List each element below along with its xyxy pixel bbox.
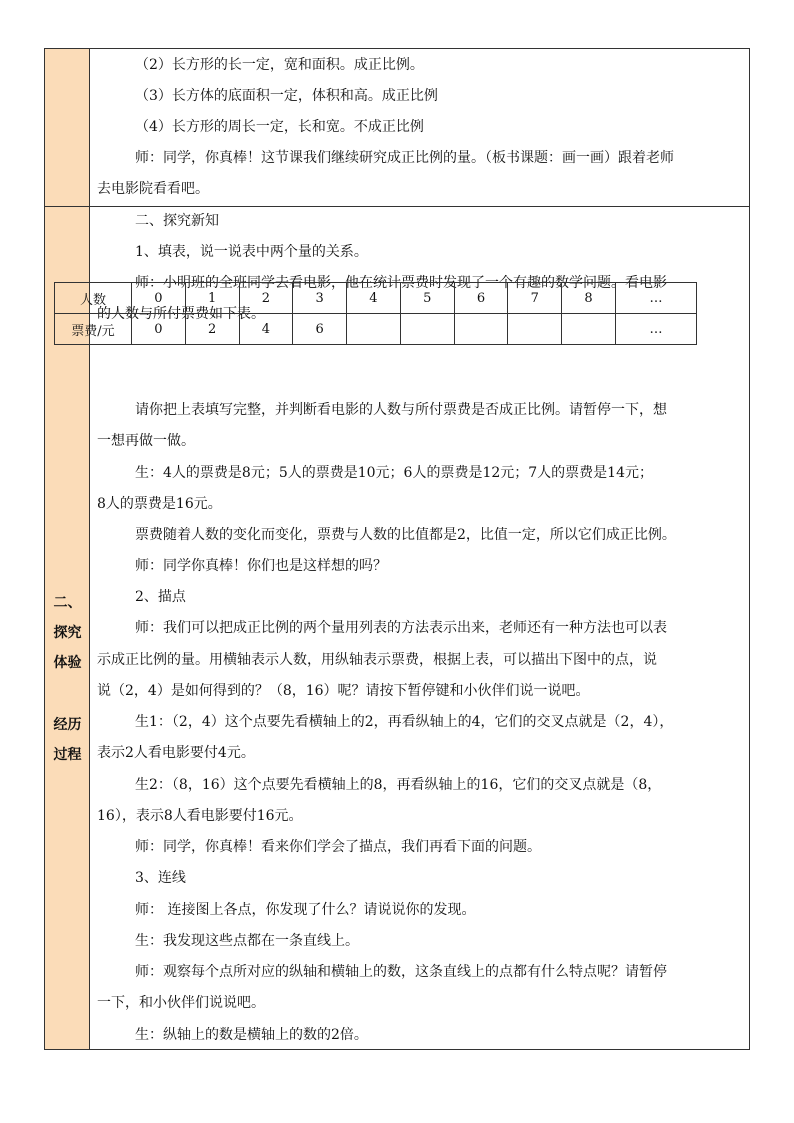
text-line: 师：同学，你真棒！这节课我们继续研究成正比例的量。（板书课题：画一画）跟着老师 bbox=[135, 150, 674, 166]
table-cell: … bbox=[615, 314, 696, 345]
table-header-cell: 人数 bbox=[55, 283, 132, 314]
table-row bbox=[55, 314, 697, 345]
table-cell: 6 bbox=[293, 314, 347, 345]
text-line: 师：我们可以把成正比例的两个量用列表的方法表示出来，老师还有一种方法也可以表 bbox=[135, 620, 667, 636]
text-line: 生：4人的票费是8元；5人的票费是10元；6人的票费是12元；7人的票费是14元； bbox=[135, 465, 653, 481]
text-line: 一想再做一做。 bbox=[97, 433, 195, 449]
text-line: 表示2人看电影要付4元。 bbox=[97, 745, 255, 761]
table-cell: 6 bbox=[454, 283, 508, 314]
table-header-cell: 票费/元 bbox=[55, 314, 132, 345]
text-line: （2）长方形的长一定，宽和面积。成正比例。 bbox=[135, 57, 424, 73]
table-cell bbox=[562, 314, 616, 345]
text-line: 师：小明班的全班同学去看电影，他在统计票费时发现了一个有趣的数学问题。看电影 bbox=[135, 275, 667, 291]
side-label-part1: 二、 bbox=[53, 595, 82, 611]
table-cell: 5 bbox=[400, 283, 454, 314]
text-line: 师：同学，你真棒！看来你们学会了描点，我们再看下面的问题。 bbox=[135, 839, 541, 855]
table-cell: 1 bbox=[185, 283, 239, 314]
table-cell bbox=[400, 314, 454, 345]
table-cell: 0 bbox=[132, 283, 186, 314]
text-line: 生1：（2，4）这个点要先看横轴上的2，再看纵轴上的4，它们的交叉点就是（2，4）， bbox=[135, 714, 674, 730]
text-line: （4）长方形的周长一定，长和宽。不成正比例 bbox=[135, 119, 424, 135]
table-cell bbox=[508, 314, 562, 345]
text-line: 生：我发现这些点都在一条直线上。 bbox=[135, 933, 359, 949]
text-line: 去电影院看看吧。 bbox=[97, 181, 209, 197]
row-divider bbox=[45, 206, 749, 207]
table-cell: 8 bbox=[562, 283, 616, 314]
table-cell bbox=[347, 314, 401, 345]
table-cell: 4 bbox=[239, 314, 293, 345]
text-line: 生：纵轴上的数是横轴上的数的2倍。 bbox=[135, 1027, 368, 1043]
text-line: 说（2，4）是如何得到的？（8，16）呢？请按下暂停键和小伙伴们说一说吧。 bbox=[97, 683, 590, 699]
subheading: 1、填表，说一说表中两个量的关系。 bbox=[135, 244, 368, 260]
text-line: 8人的票费是16元。 bbox=[97, 496, 222, 512]
text-line: 16），表示8人看电影要付16元。 bbox=[97, 808, 303, 824]
subheading: 3、连线 bbox=[135, 870, 186, 886]
table-cell: 7 bbox=[508, 283, 562, 314]
text-line: 生2：（8，16）这个点要先看横轴上的8，再看纵轴上的16，它们的交叉点就是（8， bbox=[135, 777, 662, 793]
section-heading: 二、探究新知 bbox=[135, 213, 219, 229]
table-cell: … bbox=[615, 283, 696, 314]
text-line: 师： 连接图上各点，你发现了什么？请说说你的发现。 bbox=[135, 902, 476, 918]
side-label-part5: 过程 bbox=[53, 747, 82, 763]
ticket-table bbox=[54, 282, 697, 345]
table-cell: 3 bbox=[293, 283, 347, 314]
text-line: 请你把上表填写完整，并判断看电影的人数与所付票费是否成正比例。请暂停一下，想 bbox=[135, 402, 667, 418]
text-line: 示成正比例的量。用横轴表示人数，用纵轴表示票费，根据上表，可以描出下图中的点，说 bbox=[97, 652, 657, 668]
subheading: 2、描点 bbox=[135, 589, 186, 605]
table-cell: 4 bbox=[347, 283, 401, 314]
side-label-part4: 经历 bbox=[53, 717, 82, 733]
side-label-part2: 探究 bbox=[53, 625, 82, 641]
text-line: （3）长方体的底面积一定，体积和高。成正比例 bbox=[135, 88, 438, 104]
text-line: 票费随着人数的变化而变化，票费与人数的比值都是2，比值一定，所以它们成正比例。 bbox=[135, 527, 676, 543]
table-row bbox=[55, 283, 697, 314]
text-line: 师：观察每个点所对应的纵轴和横轴上的数，这条直线上的点都有什么特点呢？请暂停 bbox=[135, 964, 667, 980]
table-cell: 2 bbox=[185, 314, 239, 345]
side-cell-top bbox=[45, 49, 90, 206]
table-cell bbox=[454, 314, 508, 345]
table-cell: 2 bbox=[239, 283, 293, 314]
text-line: 师：同学你真棒！你们也是这样想的吗？ bbox=[135, 558, 387, 574]
table-cell: 0 bbox=[132, 314, 186, 345]
side-label-part3: 体验 bbox=[53, 655, 82, 671]
text-line: 的人数与所付票费如下表。 bbox=[97, 306, 265, 322]
text-line: 一下，和小伙伴们说说吧。 bbox=[97, 995, 265, 1011]
